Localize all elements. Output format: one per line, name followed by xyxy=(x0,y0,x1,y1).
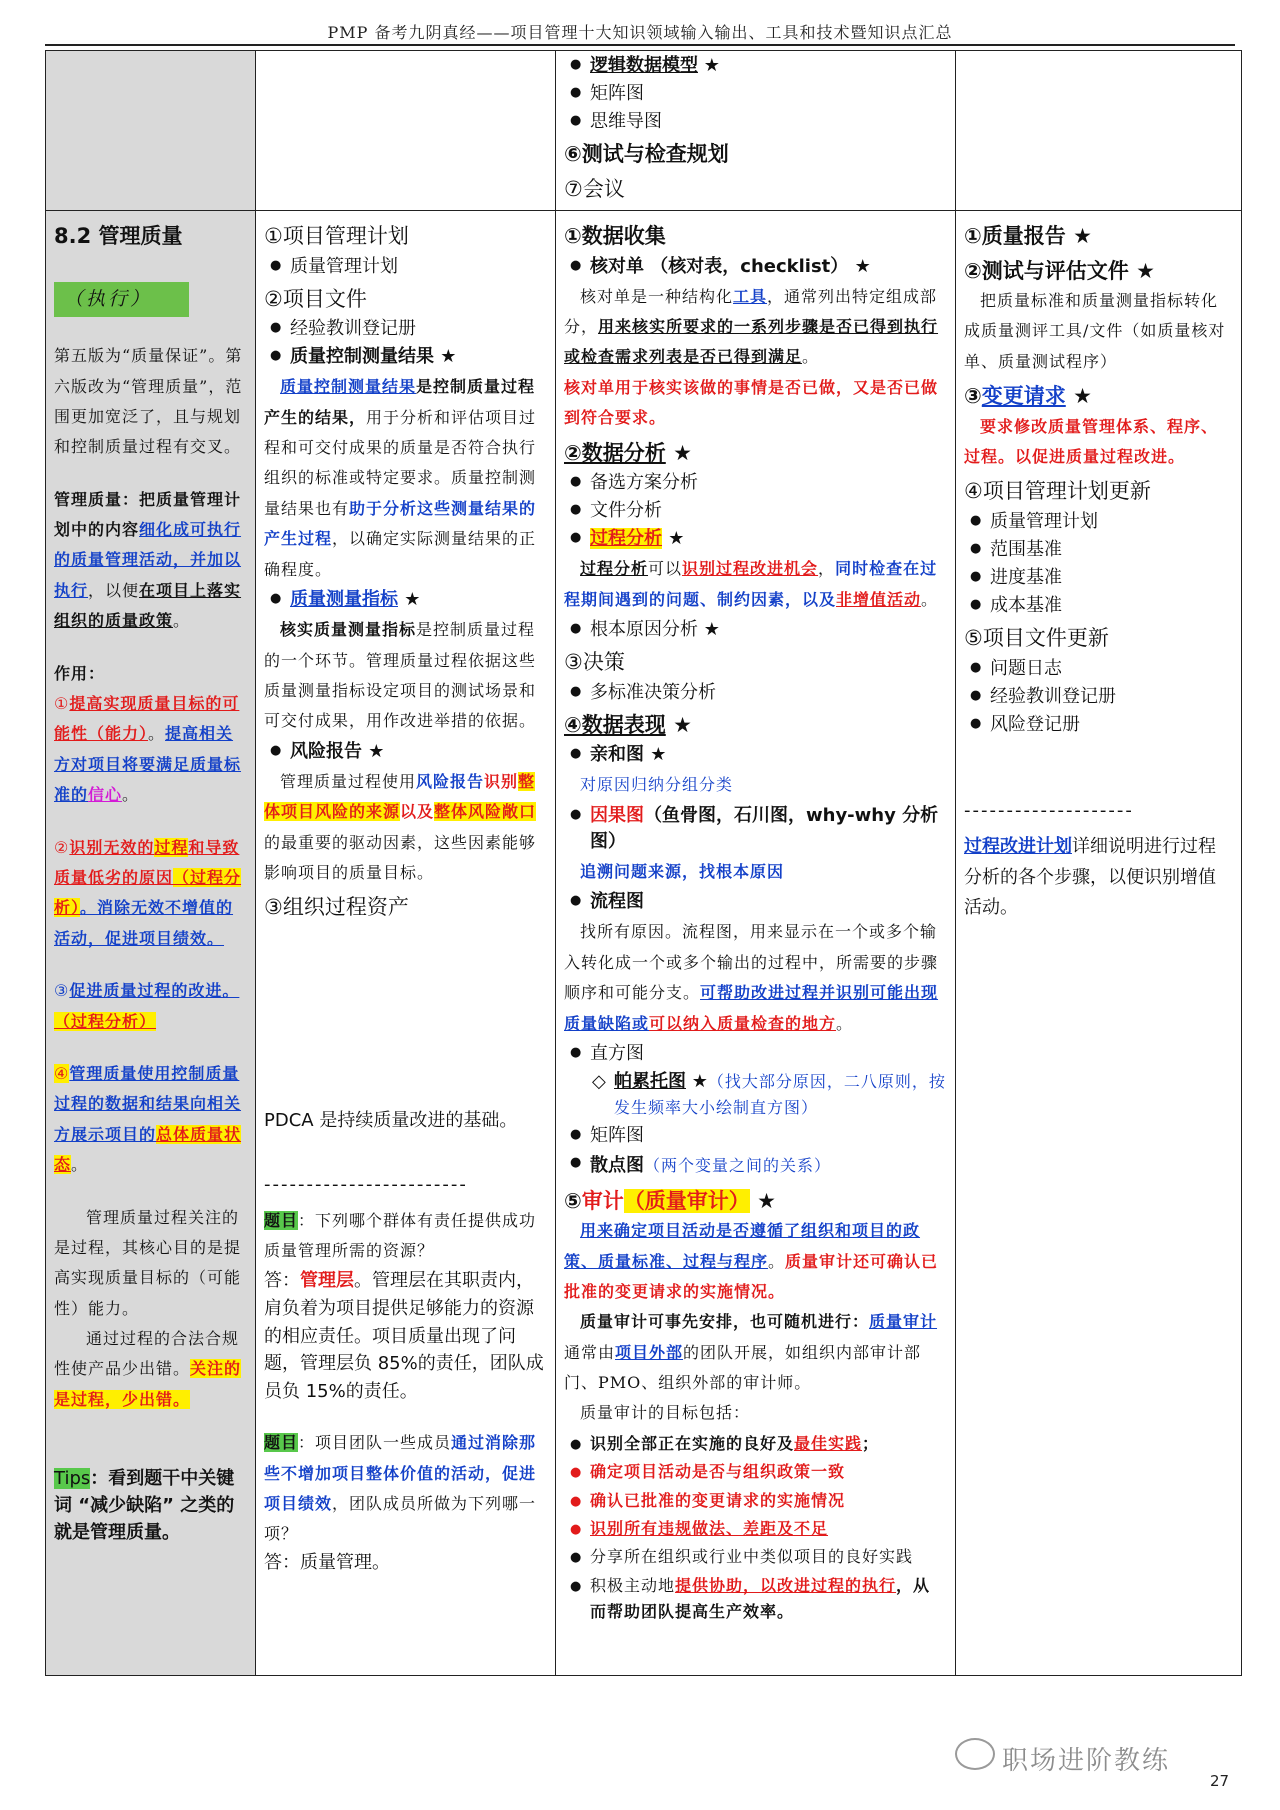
output-description: 把质量标准和质量测量指标转化成质量测评工具/文件（如质量核对单、质量测试程序） xyxy=(964,291,1226,371)
list-item: ● 逻辑数据模型 ★ xyxy=(564,53,947,79)
list-item: ● 文件分析 xyxy=(564,498,947,524)
list-item: ● 积极主动地提供协助，以改进过程的执行，从而帮助团队提高生产效率。 xyxy=(564,1573,947,1626)
list-item: ● 识别所有违规做法、差距及不足 xyxy=(564,1516,947,1542)
cell-outputs xyxy=(956,211,1242,1676)
list-item: ● 问题日志 xyxy=(964,656,1233,682)
process-title: 8.2 管理质量 xyxy=(54,224,183,249)
input-description: 质量控制测量结果是控制质量过程产生的结果，用于分析和评估项目过程和可交付成果的质量是否符合执行组织的标准或特定要求。质量控制测量结果也有助于分析这些测量结果的产生过程，以确定实际测量结果的正确程度。 xyxy=(264,377,537,579)
tool-heading: ②数据分析 ★ xyxy=(564,440,692,465)
exec-badge: （执行） xyxy=(54,282,189,318)
list-item: ● 矩阵图 xyxy=(564,1123,947,1149)
tool-description: 追溯问题来源，找根本原因 xyxy=(580,861,785,881)
output-heading: ②测试与评估文件 ★ xyxy=(964,258,1155,283)
edition-note: 第五版为“质量保证”。第六版改为“管理质量”，范围更加宽泛了，且与规划和控制质量过程有交叉。 xyxy=(54,346,243,457)
output-note: 过程改进计划详细说明进行过程分析的各个步骤，以便识别增值活动。 xyxy=(964,836,1216,919)
purpose-2: ②识别无效的过程和导致质量低劣的原因（过程分析）。消除无效不增值的活动，促进项目绩效。 xyxy=(54,837,242,948)
list-item: ● 散点图（两个变量之间的关系） xyxy=(564,1151,947,1181)
list-item: ● 分享所在组织或行业中类似项目的良好实践 xyxy=(564,1544,947,1570)
pdca-note: PDCA 是持续质量改进的基础。 xyxy=(264,1109,518,1131)
wechat-icon xyxy=(955,1738,995,1770)
tool-description: 找所有原因。流程图，用来显示在一个或多个输入转化成一个或多个输出的过程中，所需要的步骤顺序和可能分支。可帮助改进过程并识别可能出现质量缺陷或可以纳入质量检查的地方。 xyxy=(564,922,939,1033)
list-item: ● 多标准决策分析 xyxy=(564,680,947,706)
list-item: ● 质量管理计划 xyxy=(964,509,1233,535)
input-description: 核实质量测量指标是控制质量过程的一个环节。管理质量过程依据这些质量测量指标设定项目的测试场景和可交付成果，用作改进举措的依据。 xyxy=(264,620,537,731)
output-description: 要求修改质量管理体系、程序、过程。以促进质量过程改进。 xyxy=(964,416,1219,467)
list-item: ● 根本原因分析 ★ xyxy=(564,617,947,643)
list-item: ● 思维导图 xyxy=(564,109,947,135)
list-item: ● 质量测量指标 ★ xyxy=(264,587,547,613)
purpose-4: ④管理质量使用控制质量过程的数据和结果向相关方展示项目的总体质量状态。 xyxy=(54,1063,242,1175)
tool-description: 过程分析可以识别过程改进机会，同时检查在过程期间遇到的问题、制约因素，以及非增值活动。 xyxy=(564,559,939,609)
list-item: ● 风险登记册 xyxy=(964,712,1233,738)
core-purpose: 管理质量过程关注的是过程，其核心目的是提高实现质量目标的（可能性）能力。 xyxy=(54,1207,242,1318)
purpose-heading: 作用： xyxy=(54,663,106,683)
focus-note: 通过过程的合法合规性使产品少出错。关注的是过程，少出错。 xyxy=(54,1329,242,1409)
list-item: ● 因果图（鱼骨图，石川图，why-why 分析图） xyxy=(564,803,947,855)
tool-description: 质量审计的目标包括： xyxy=(580,1403,751,1423)
list-item: ● 流程图 xyxy=(564,889,947,915)
cell-process xyxy=(46,211,256,1676)
divider: -------------------- xyxy=(964,799,1134,821)
list-item: ● 识别全部正在实施的良好及最佳实践； xyxy=(564,1431,947,1457)
list-item: ● 质量管理计划 xyxy=(264,254,547,280)
list-item: ● 确认已批准的变更请求的实施情况 xyxy=(564,1488,947,1514)
cell-tools xyxy=(556,211,956,1676)
list-item: ● 核对单 （核对表，checklist） ★ xyxy=(564,254,947,280)
watermark: 职场进阶教练 xyxy=(1002,1746,1171,1776)
tool-description: 核对单是一种结构化工具，通常列出特定组成部分，用来核实所要求的一系列步骤是否已得到执行或检查需求列表是否已得到满足。 xyxy=(564,286,939,367)
answer-2: 答：质量管理。 xyxy=(264,1551,390,1573)
list-item: ● 过程分析 ★ xyxy=(564,526,947,552)
list-item: ● 直方图 xyxy=(564,1041,947,1067)
table-row-manage-quality xyxy=(46,211,1242,1676)
cell-empty-process xyxy=(46,51,256,211)
input-heading: ③组织过程资产 xyxy=(264,895,409,920)
tool-heading: ④数据表现 ★ xyxy=(564,712,692,737)
list-item: ● 备选方案分析 xyxy=(564,470,947,496)
output-heading: ④项目管理计划更新 xyxy=(964,479,1151,504)
list-item: ● 进度基准 xyxy=(964,565,1233,591)
table-row-top xyxy=(46,51,1242,211)
section-heading: ⑥测试与检查规划 xyxy=(564,142,729,167)
input-description: 管理质量过程使用风险报告识别整体项目风险的来源以及整体风险敞口的最重要的驱动因素，这些因素能够影响项目的质量目标。 xyxy=(264,771,537,882)
tool-heading: ③决策 xyxy=(564,650,625,675)
list-item: ● 范围基准 xyxy=(964,537,1233,563)
tool-description: 核对单用于核实该做的事情是否已做，又是否已做到符合要求。 xyxy=(564,377,939,428)
purpose-1: ①提高实现质量目标的可能性（能力）。提高相关方对项目将要满足质量标准的信心。 xyxy=(54,694,242,805)
answer-1: 答：管理层。管理层在其职责内，肩负着为项目提供足够能力的资源的相应责任。项目质量出现了问题，管理层负 85%的责任，团队成员负 15%的责任。 xyxy=(264,1269,544,1403)
input-heading: ②项目文件 xyxy=(264,286,367,311)
header-rule xyxy=(45,44,1235,46)
question-2: 题目：项目团队一些成员通过消除那些不增加项目整体价值的活动，促进项目绩效，团队成员所做为下列哪一项？ xyxy=(264,1433,537,1544)
section-heading: ⑦会议 xyxy=(564,176,625,201)
tool-description: 质量审计可事先安排，也可随机进行：质量审计通常由项目外部的团队开展，如组织内部审计部门、PMO、组织外部的审计师。 xyxy=(564,1312,938,1393)
list-item: ● 经验教训登记册 xyxy=(264,316,547,342)
tool-description: 对原因归纳分组分类 xyxy=(580,775,734,795)
list-item: ● 亲和图 ★ xyxy=(564,742,947,768)
list-item: ● 确定项目活动是否与组织政策一致 xyxy=(564,1459,947,1485)
list-item: ● 矩阵图 xyxy=(564,81,947,107)
cell-empty-inputs xyxy=(256,51,556,211)
output-heading: ⑤项目文件更新 xyxy=(964,626,1109,651)
question-1: 题目：下列哪个群体有责任提供成功质量管理所需的资源？ xyxy=(264,1210,537,1261)
input-heading: ①项目管理计划 xyxy=(264,224,409,249)
tool-heading: ①数据收集 xyxy=(564,224,666,249)
purpose-3: ③促进质量过程的改进。（过程分析） xyxy=(54,981,240,1031)
knowledge-table xyxy=(45,50,1242,1676)
list-item: ● 质量控制测量结果 ★ xyxy=(264,344,547,370)
tool-heading: ⑤审计（质量审计） ★ xyxy=(564,1188,776,1213)
output-heading: ③变更请求 ★ xyxy=(964,384,1092,409)
output-heading: ①质量报告 ★ xyxy=(964,224,1092,249)
cell-empty-outputs xyxy=(956,51,1242,211)
list-item: ◇ 帕累托图 ★（找大部分原因，二八原则，按发生频率大小绘制直方图） xyxy=(564,1069,947,1121)
cell-inputs xyxy=(256,211,556,1676)
definition: 管理质量：把质量管理计划中的内容细化成可执行的质量管理活动，并加以执行，以便在项目上落实组织的质量政策。 xyxy=(54,489,242,631)
page-number: 27 xyxy=(1210,1772,1230,1790)
list-item: ● 经验教训登记册 xyxy=(964,684,1233,710)
cell-tools-continued xyxy=(556,51,956,211)
page-header: PMP 备考九阴真经——项目管理十大知识领域输入输出、工具和技术暨知识点汇总 xyxy=(327,23,953,42)
divider: ------------------------ xyxy=(264,1173,468,1195)
list-item: ● 风险报告 ★ xyxy=(264,739,547,765)
list-item: ● 成本基准 xyxy=(964,593,1233,619)
tips-note: Tips：看到题干中关键词 “减少缺陷” 之类的就是管理质量。 xyxy=(54,1468,235,1544)
tool-description: 用来确定项目活动是否遵循了组织和项目的政策、质量标准、过程与程序。质量审计还可确认已批准的变更请求的实施情况。 xyxy=(564,1221,939,1301)
